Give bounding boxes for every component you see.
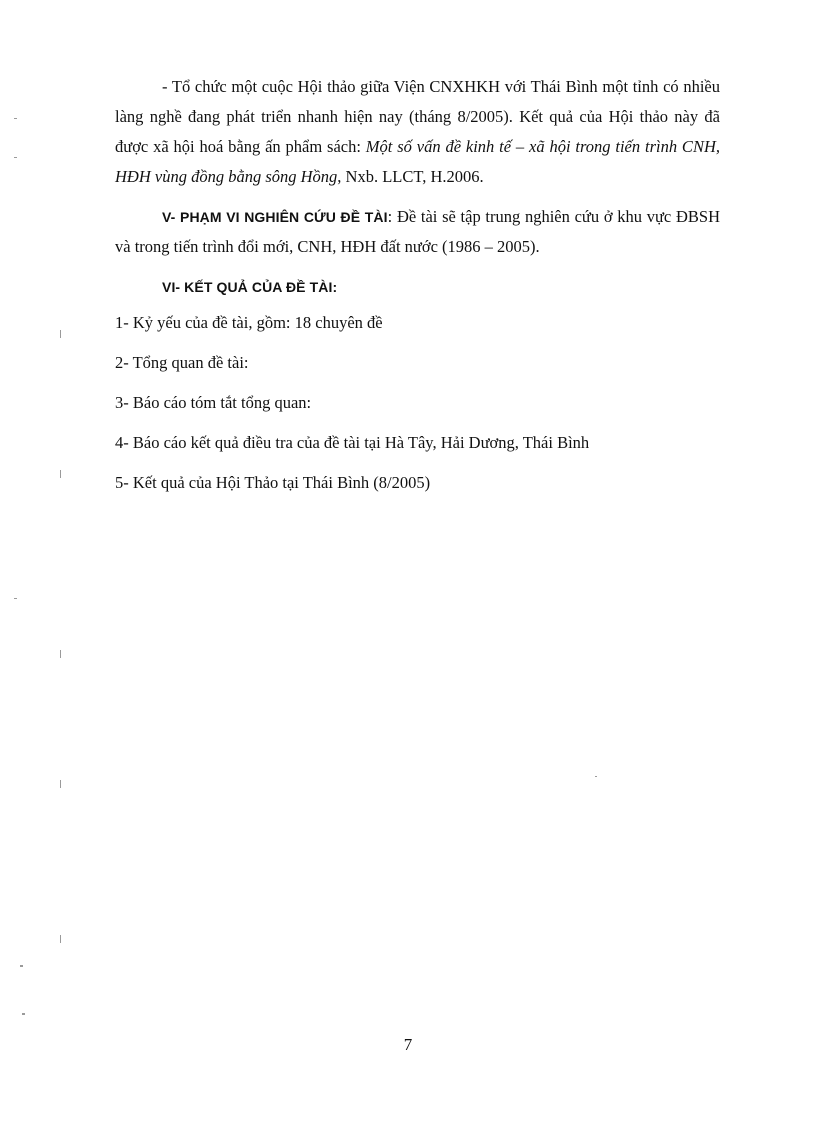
results-list (115, 308, 720, 498)
scan-mark (60, 470, 61, 478)
scan-mark (22, 1013, 25, 1015)
list-item: 1- Kỷ yếu của đề tài, gồm: 18 chuyên đề (115, 313, 383, 332)
scan-mark (60, 935, 61, 943)
page-number: 7 (403, 1035, 413, 1054)
list-item: 5- Kết quả của Hội Thảo tại Thái Bình (8/2005) (115, 473, 431, 492)
paragraph-text-end: , Nxb. LLCT, H.2006. (337, 167, 484, 186)
list-item: 3- Báo cáo tóm tắt tổng quan: (115, 393, 312, 412)
scan-mark (60, 650, 61, 658)
scan-mark (60, 330, 61, 338)
section-vi-heading: VI- KẾT QUẢ CỦA ĐỀ TÀI: (162, 279, 338, 295)
scan-mark (595, 776, 597, 777)
scan-mark (14, 118, 17, 119)
paragraph-workshop (115, 72, 720, 192)
section-v-body: : Đề tài sẽ tập trung nghiên cứu ở khu vực ĐBSH và trong tiến trình đổi mới, CNH, HĐH đất nước (1986 – 2005). (115, 207, 720, 256)
list-item: 4- Báo cáo kết quả điều tra của đề tài tại Hà Tây, Hải Dương, Thái Bình (115, 433, 590, 452)
scan-mark (20, 965, 23, 967)
paragraph-text: - Tổ chức một cuộc Hội thảo giữa Viện CNXHKH với Thái Bình một tỉnh có nhiều làng nghề đang phát triển nhanh hiện nay (tháng 8/2005). Kết quả của Hội thảo này đã được xã hội hoá bằng ấn phẩm sách: (115, 77, 720, 156)
section-vi (115, 272, 720, 302)
scan-mark (60, 780, 61, 788)
book-title: Một số vấn đề kinh tế – xã hội trong tiến trình CNH, HĐH vùng đồng bằng sông Hồng (115, 137, 720, 186)
page-content (115, 72, 720, 508)
scan-mark (14, 157, 17, 158)
scan-mark (14, 598, 17, 599)
section-v (115, 202, 720, 262)
section-v-heading: V- PHẠM VI NGHIÊN CỨU ĐỀ TÀI (162, 209, 388, 225)
list-item: 2- Tổng quan đề tài: (115, 353, 249, 372)
